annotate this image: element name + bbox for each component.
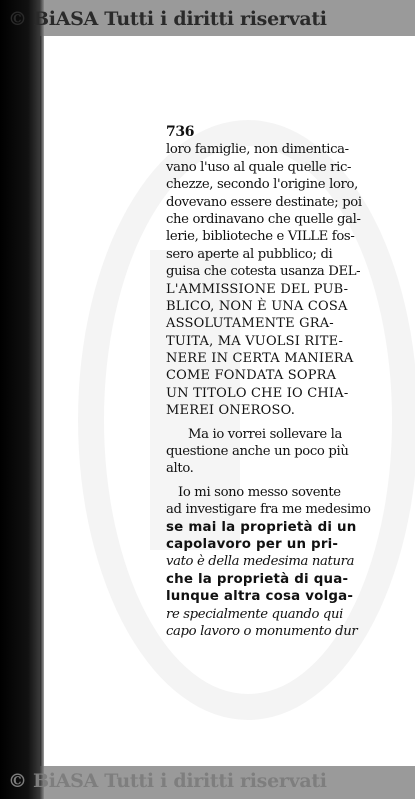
text-line-bold: se mai la proprietà di un (166, 519, 357, 535)
text-line-caps: MEREI ONEROSO. (166, 403, 296, 419)
text-line: dovevano essere destinate; poi (166, 194, 362, 210)
text-line: loro famiglie, non dimentica- (166, 142, 349, 158)
page-text-block (166, 124, 406, 640)
text-line: Io mi sono messo sovente (178, 484, 341, 500)
text-line-italic: capo lavoro o monumento dur (166, 623, 358, 639)
text-line: alto. (166, 461, 194, 477)
text-line: che ordinavano che quelle gal- (166, 211, 361, 227)
copyright-watermark-bottom: © BiASA Tutti i diritti riservati (8, 770, 327, 792)
text-line-caps: COME FONDATA SOPRA (166, 368, 337, 384)
text-line: chezze, secondo l'origine loro, (166, 177, 358, 193)
text-line-caps: UN TITOLO CHE IO CHIA- (166, 385, 349, 401)
text-line: Ma io vorrei sollevare la (188, 426, 343, 442)
text-line-caps: NERE IN CERTA MANIERA (166, 351, 354, 367)
text-line: lerie, biblioteche e VILLE fos- (166, 229, 355, 245)
text-line: vano l'uso al quale quelle ric- (166, 159, 352, 175)
text-line-caps: TUITA, MA VUOLSI RITE- (166, 333, 344, 349)
copyright-watermark-top: © BiASA Tutti i diritti riservati (8, 8, 327, 30)
text-line: sero aperte al pubblico; di (166, 246, 333, 262)
text-line-caps: ASSOLUTAMENTE GRA- (166, 316, 334, 332)
text-line-italic: re specialmente quando qui (166, 606, 344, 622)
book-binding-edge (0, 0, 44, 799)
text-line-caps: BLICO, NON È UNA COSA (166, 298, 348, 314)
text-line-bold: lunque altra cosa volga- (166, 589, 354, 605)
page-number: 736 (166, 124, 195, 140)
text-line-bold: che la proprietà di qua- (166, 571, 349, 587)
text-line-bold: capolavoro per un pri- (166, 536, 339, 552)
text-line-italic: vato è della medesima natura (166, 554, 355, 570)
text-line: questione anche un poco più (166, 444, 349, 460)
text-line-caps: L'AMMISSIONE DEL PUB- (166, 281, 349, 297)
text-line: ad investigare fra me medesimo (166, 502, 371, 518)
text-line: guisa che cotesta usanza DEL- (166, 264, 361, 280)
